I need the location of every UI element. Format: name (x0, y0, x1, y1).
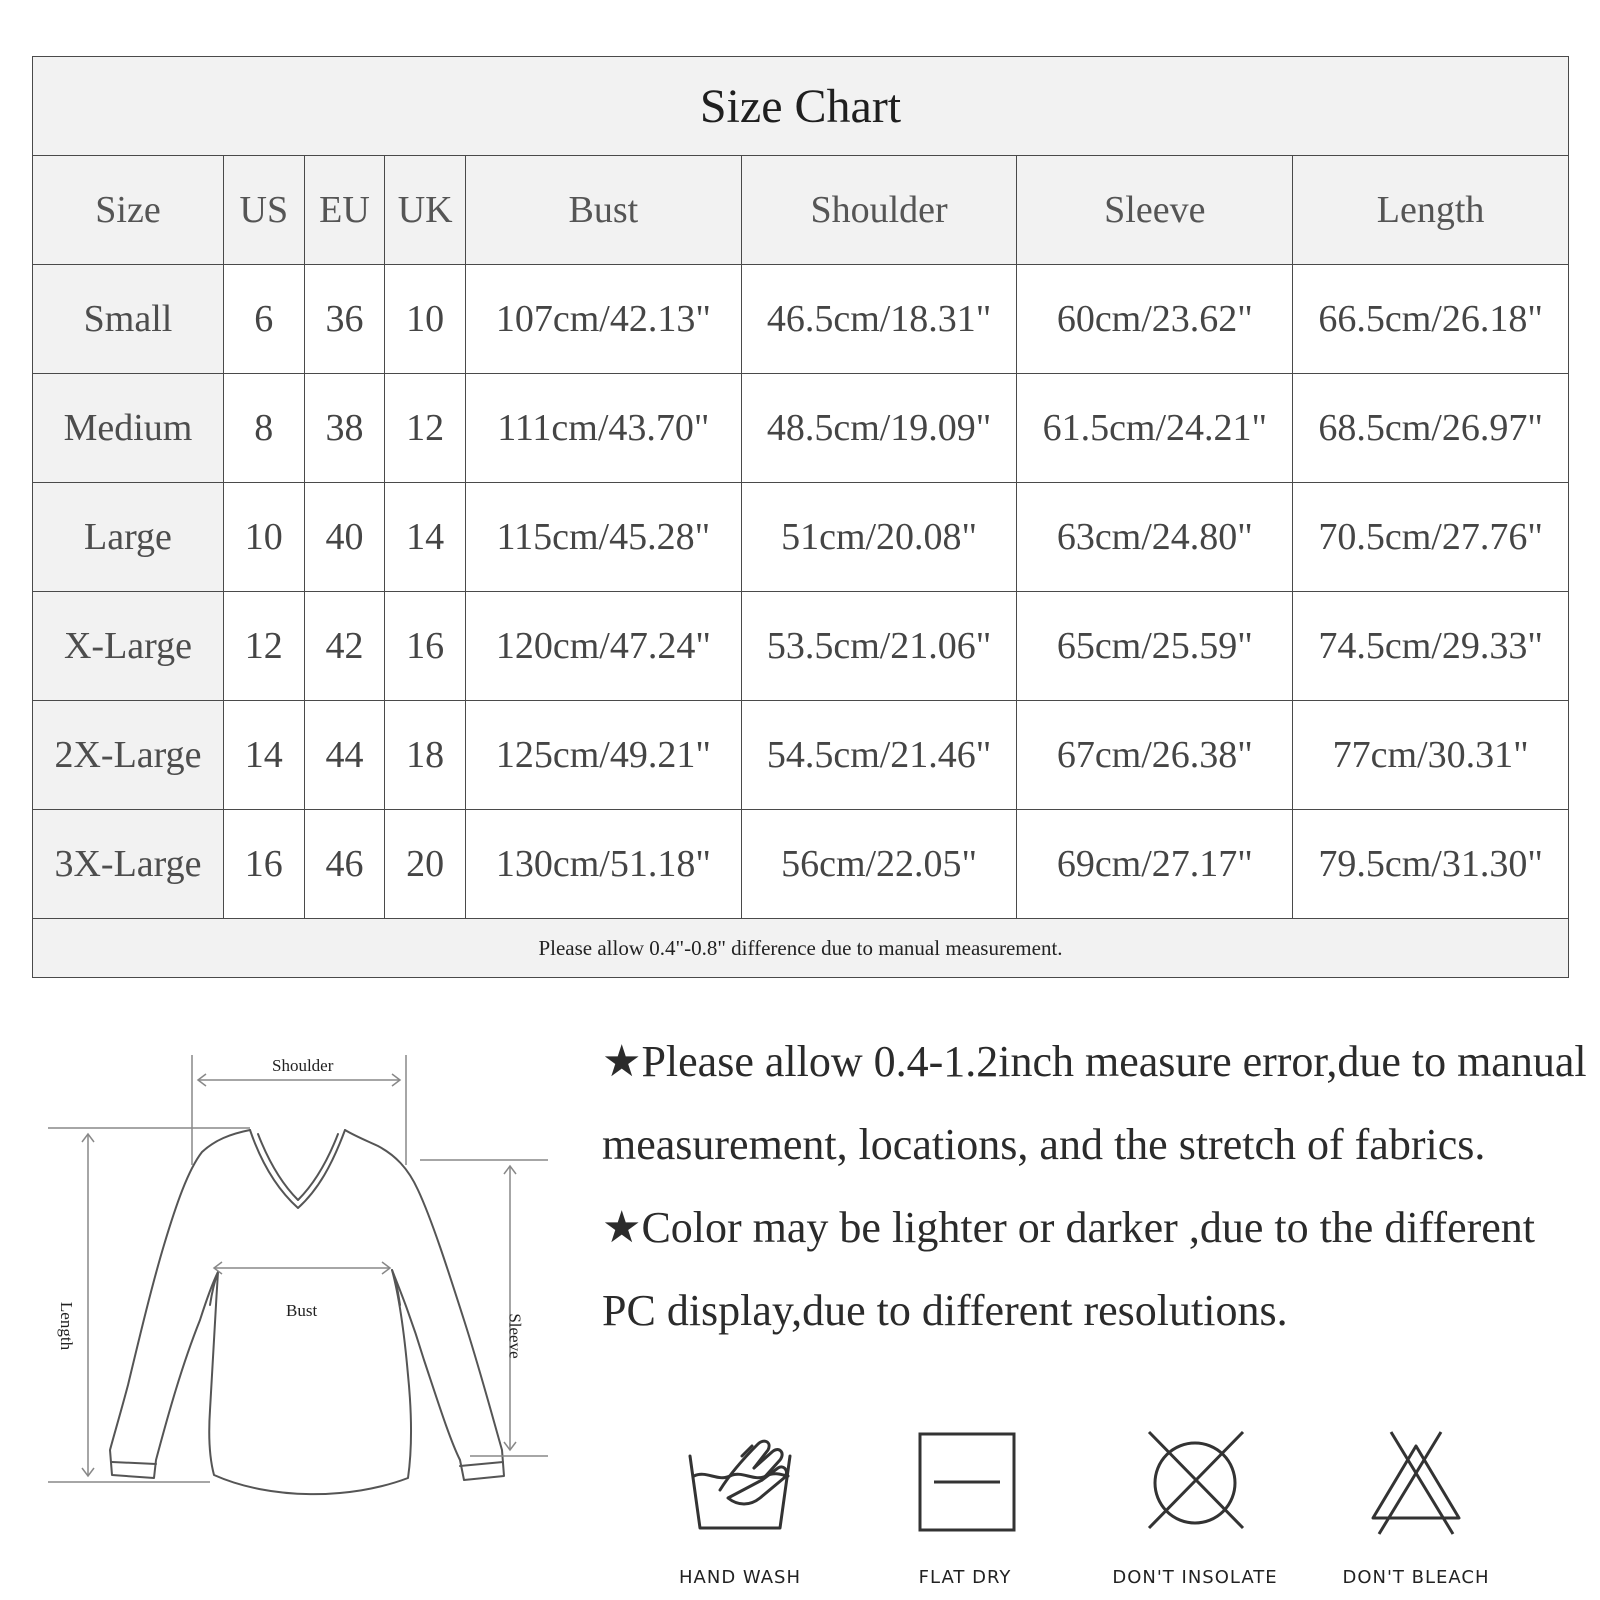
length-cell: 79.5cm/31.30" (1293, 810, 1569, 919)
length-cell: 74.5cm/29.33" (1293, 592, 1569, 701)
shoulder-cell: 54.5cm/21.46" (741, 701, 1017, 810)
length-label: Length (57, 1301, 77, 1351)
us-cell: 10 (223, 483, 304, 592)
sleeve-label: Sleeve (505, 1313, 525, 1359)
header-size: Size (33, 156, 224, 265)
care-item-dont-bleach (1316, 1428, 1516, 1600)
size-name-cell: 3X-Large (33, 810, 224, 919)
length-cell: 77cm/30.31" (1293, 701, 1569, 810)
care-instructions (640, 1428, 1570, 1600)
care-item-hand-wash (640, 1428, 840, 1600)
sleeve-cell: 67cm/26.38" (1017, 701, 1293, 810)
hand-wash-label: HAND WASH (679, 1567, 801, 1588)
table-row (33, 701, 1569, 810)
dont-insolate-icon (1135, 1428, 1255, 1538)
us-cell: 14 (223, 701, 304, 810)
note-row (33, 919, 1569, 978)
flat-dry-label: FLAT DRY (918, 1567, 1012, 1588)
shoulder-cell: 53.5cm/21.06" (741, 592, 1017, 701)
sleeve-cell: 69cm/27.17" (1017, 810, 1293, 919)
us-cell: 8 (223, 374, 304, 483)
eu-cell: 46 (304, 810, 385, 919)
header-us: US (223, 156, 304, 265)
size-name-cell: Small (33, 265, 224, 374)
header-uk: UK (385, 156, 466, 265)
size-name-cell: 2X-Large (33, 701, 224, 810)
sweater-drawing (40, 1030, 580, 1550)
color-note: ★Color may be lighter or darker ,due to the different PC display,due to different resolutions. (602, 1203, 1536, 1335)
shoulder-cell: 48.5cm/19.09" (741, 374, 1017, 483)
header-eu: EU (304, 156, 385, 265)
table-row (33, 592, 1569, 701)
length-cell: 68.5cm/26.97" (1293, 374, 1569, 483)
size-chart-table (32, 56, 1569, 978)
size-chart-title: Size Chart (33, 57, 1569, 156)
uk-cell: 10 (385, 265, 466, 374)
table-row (33, 483, 1569, 592)
dont-bleach-label: DON'T BLEACH (1342, 1567, 1490, 1588)
title-row (33, 57, 1569, 156)
bust-cell: 125cm/49.21" (465, 701, 741, 810)
flat-dry-icon (910, 1428, 1020, 1538)
length-cell: 70.5cm/27.76" (1293, 483, 1569, 592)
uk-cell: 16 (385, 592, 466, 701)
sleeve-cell: 61.5cm/24.21" (1017, 374, 1293, 483)
sleeve-cell: 65cm/25.59" (1017, 592, 1293, 701)
shoulder-cell: 51cm/20.08" (741, 483, 1017, 592)
bust-cell: 107cm/42.13" (465, 265, 741, 374)
table-row (33, 810, 1569, 919)
eu-cell: 40 (304, 483, 385, 592)
us-cell: 16 (223, 810, 304, 919)
care-item-dont-insolate (1095, 1428, 1295, 1600)
header-length: Length (1293, 156, 1569, 265)
eu-cell: 42 (304, 592, 385, 701)
shoulder-cell: 46.5cm/18.31" (741, 265, 1017, 374)
bust-label: Bust (286, 1301, 318, 1320)
bust-cell: 130cm/51.18" (465, 810, 741, 919)
shoulder-cell: 56cm/22.05" (741, 810, 1017, 919)
uk-cell: 18 (385, 701, 466, 810)
table-row (33, 374, 1569, 483)
uk-cell: 14 (385, 483, 466, 592)
measurement-diagram (40, 1030, 580, 1550)
sleeve-cell: 63cm/24.80" (1017, 483, 1293, 592)
uk-cell: 20 (385, 810, 466, 919)
hand-wash-icon (680, 1428, 800, 1538)
size-name-cell: X-Large (33, 592, 224, 701)
us-cell: 12 (223, 592, 304, 701)
us-cell: 6 (223, 265, 304, 374)
bust-cell: 120cm/47.24" (465, 592, 741, 701)
size-name-cell: Medium (33, 374, 224, 483)
header-sleeve: Sleeve (1017, 156, 1293, 265)
header-shoulder: Shoulder (741, 156, 1017, 265)
sleeve-cell: 60cm/23.62" (1017, 265, 1293, 374)
size-name-cell: Large (33, 483, 224, 592)
eu-cell: 44 (304, 701, 385, 810)
dont-bleach-icon (1361, 1428, 1471, 1538)
length-cell: 66.5cm/26.18" (1293, 265, 1569, 374)
care-item-flat-dry (865, 1428, 1065, 1600)
header-bust: Bust (465, 156, 741, 265)
eu-cell: 38 (304, 374, 385, 483)
table-row (33, 265, 1569, 374)
eu-cell: 36 (304, 265, 385, 374)
shoulder-label: Shoulder (272, 1056, 334, 1075)
product-notes (602, 1020, 1587, 1352)
dont-insolate-label: DON'T INSOLATE (1112, 1567, 1278, 1588)
measure-error-note: ★Please allow 0.4-1.2inch measure error,due to manual measurement, locations, and the stretch of fabrics. (602, 1037, 1587, 1169)
bust-cell: 111cm/43.70" (465, 374, 741, 483)
header-row (33, 156, 1569, 265)
uk-cell: 12 (385, 374, 466, 483)
measurement-note: Please allow 0.4"-0.8" difference due to manual measurement. (33, 919, 1569, 978)
bust-cell: 115cm/45.28" (465, 483, 741, 592)
